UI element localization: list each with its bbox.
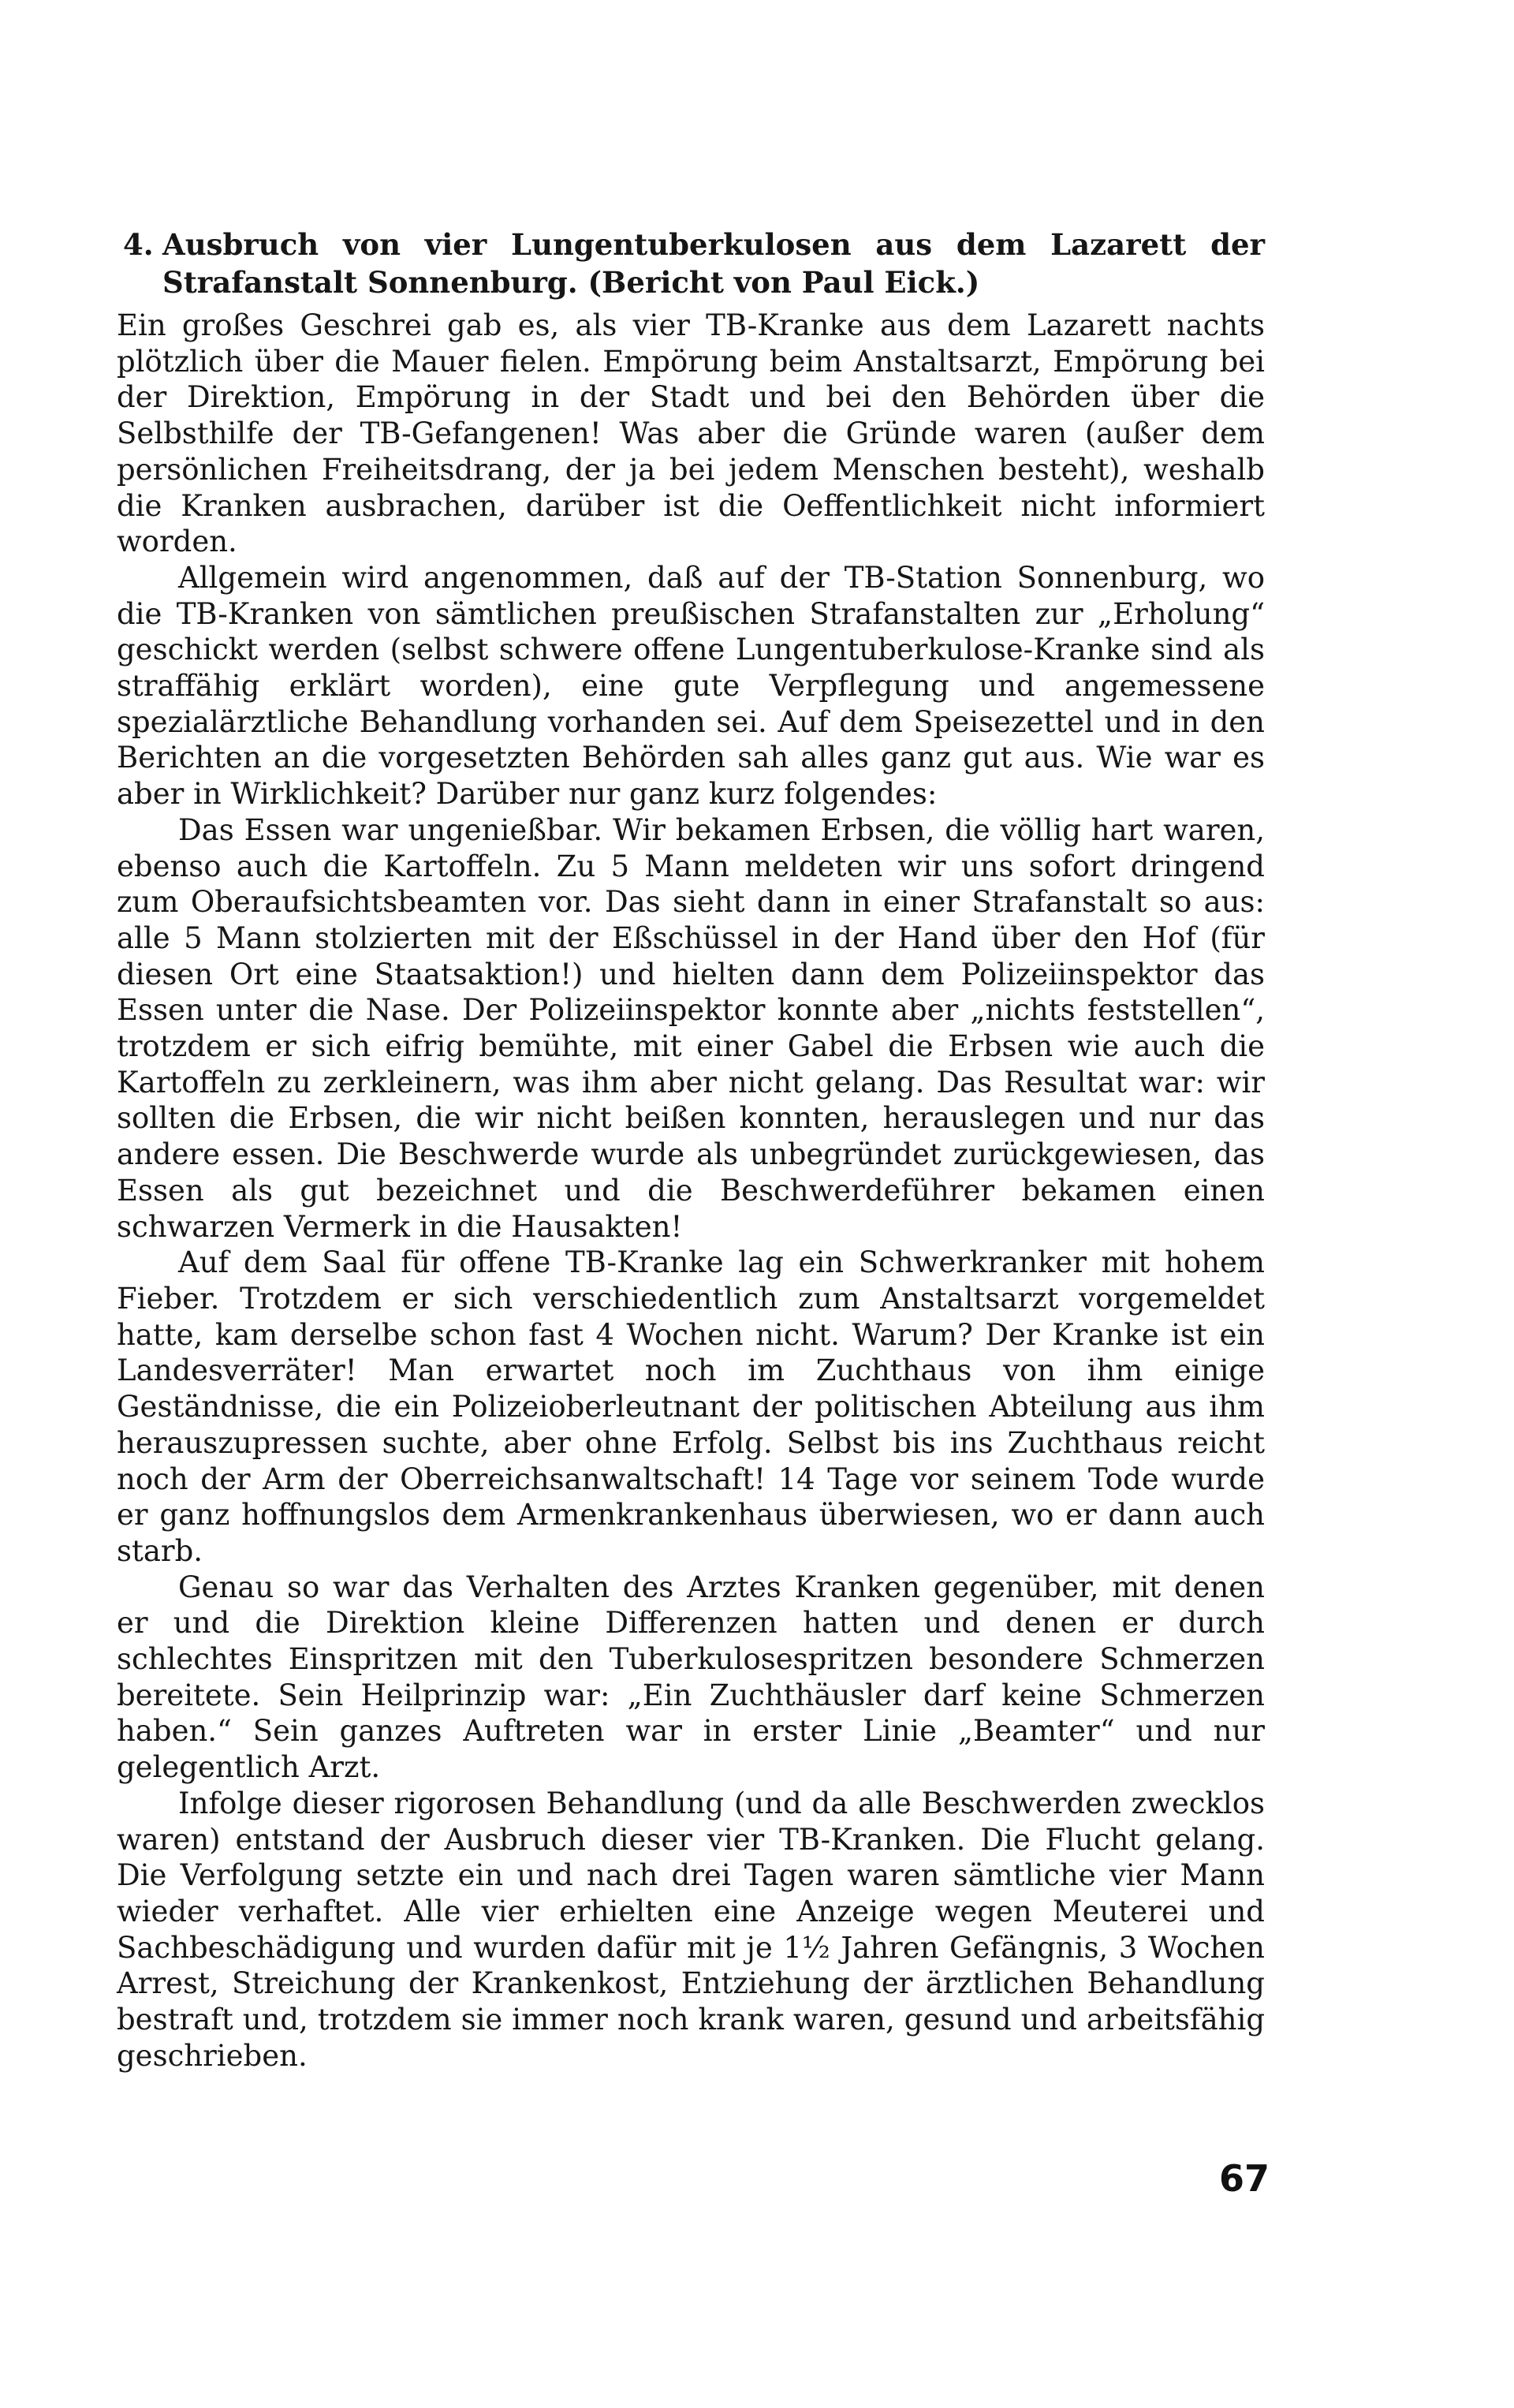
paragraph-4: Auf dem Saal für offene TB-Kranke lag ein Schwerkranker mit hohem Fieber. Trotzdem er sich verschiedentlich zum Anstaltsarzt vorgemeldet hatte, kam derselbe schon fast 4 Wochen nicht. Warum? Der Kranke ist ein Landesverräter! Man erwartet noch im Zuchthaus von ihm einige Geständnisse, die ein Polizeioberleutnant der politischen Abteilung aus ihm herauszupressen suchte, aber ohne Erfolg. Selbst bis ins Zuchthaus reicht noch der Arm der Oberreichsanwaltschaft! 14 Tage vor seinem Tode wurde er ganz hoffnungslos dem Armenkrankenhaus überwiesen, wo er dann auch starb. [117,1245,1265,1568]
paragraph-5: Genau so war das Verhalten des Arztes Kranken gegenüber, mit denen er und die Direktion kleine Differenzen hatten und denen er durch schlechtes Einspritzen mit den Tuberkulosespritzen besondere Schmerzen bereitete. Sein Heilprinzip war: „Ein Zuchthäusler darf keine Schmerzen haben.“ Sein ganzes Auftreten war in erster Linie „Beamter“ und nur gelegentlich Arzt. [117,1570,1265,1785]
section-number: 4. [123,227,154,262]
paragraph-6: Infolge dieser rigorosen Behandlung (und da alle Beschwerden zwecklos waren) entstand der Ausbruch dieser vier TB-Kranken. Die Flucht gelang. Die Verfolgung setzte ein und nach drei Tagen waren sämtliche vier Mann wieder verhaftet. Alle vier erhielten eine Anzeige wegen Meuterei und Sachbeschädigung und wurden dafür mit je 1½ Jahren Gefängnis, 3 Wochen Arrest, Streichung der Krankenkost, Entziehung der ärztlichen Behandlung bestraft und, trotzdem sie immer noch krank waren, gesund und arbeitsfähig geschrieben. [117,1786,1265,2073]
page-number: 67 [1219,2157,1270,2200]
section-title: Ausbruch von vier Lungentuberkulosen aus dem Lazarett der Strafanstalt Sonnenburg. (Bericht von Paul Eick.) [162,227,1265,300]
section-heading [117,226,1265,301]
paragraph-3: Das Essen war ungenießbar. Wir bekamen Erbsen, die völlig hart waren, ebenso auch die Kartoffeln. Zu 5 Mann meldeten wir uns sofort dringend zum Oberaufsichtsbeamten vor. Das sieht dann in einer Strafanstalt so aus: alle 5 Mann stolzierten mit der Eßschüssel in der Hand über den Hof (für diesen Ort eine Staatsaktion!) und hielten dann dem Polizeiinspektor das Essen unter die Nase. Der Polizeiinspektor konnte aber „nichts feststellen“, trotzdem er sich eifrig bemühte, mit einer Gabel die Erbsen wie auch die Kartoffeln zu zerkleinern, was ihm aber nicht gelang. Das Resultat war: wir sollten die Erbsen, die wir nicht beißen konnten, herauslegen und nur das andere essen. Die Beschwerde wurde als unbegründet zurückgewiesen, das Essen als gut bezeichnet und die Beschwerdeführer bekamen einen schwarzen Vermerk in die Hausakten! [117,812,1265,1244]
paragraph-1: Ein großes Geschrei gab es, als vier TB-Kranke aus dem Lazarett nachts plötzlich über die Mauer fielen. Empörung beim Anstaltsarzt, Empörung bei der Direktion, Empörung in der Stadt und bei den Behörden über die Selbsthilfe der TB-Gefangenen! Was aber die Gründe waren (außer dem persönlichen Freiheitsdrang, der ja bei jedem Menschen besteht), weshalb die Kranken ausbrachen, darüber ist die Oeffentlichkeit nicht informiert worden. [117,308,1265,559]
article-body [117,226,1265,2074]
paragraph-2: Allgemein wird angenommen, daß auf der TB-Station Sonnenburg, wo die TB-Kranken von sämtlichen preußischen Strafanstalten zur „Erholung“ geschickt werden (selbst schwere offene Lungentuberkulose-Kranke sind als straffähig erklärt worden), eine gute Verpflegung und angemessene spezialärztliche Behandlung vorhanden sei. Auf dem Speisezettel und in den Berichten an die vorgesetzten Behörden sah alles ganz gut aus. Wie war es aber in Wirklichkeit? Darüber nur ganz kurz folgendes: [117,560,1265,812]
